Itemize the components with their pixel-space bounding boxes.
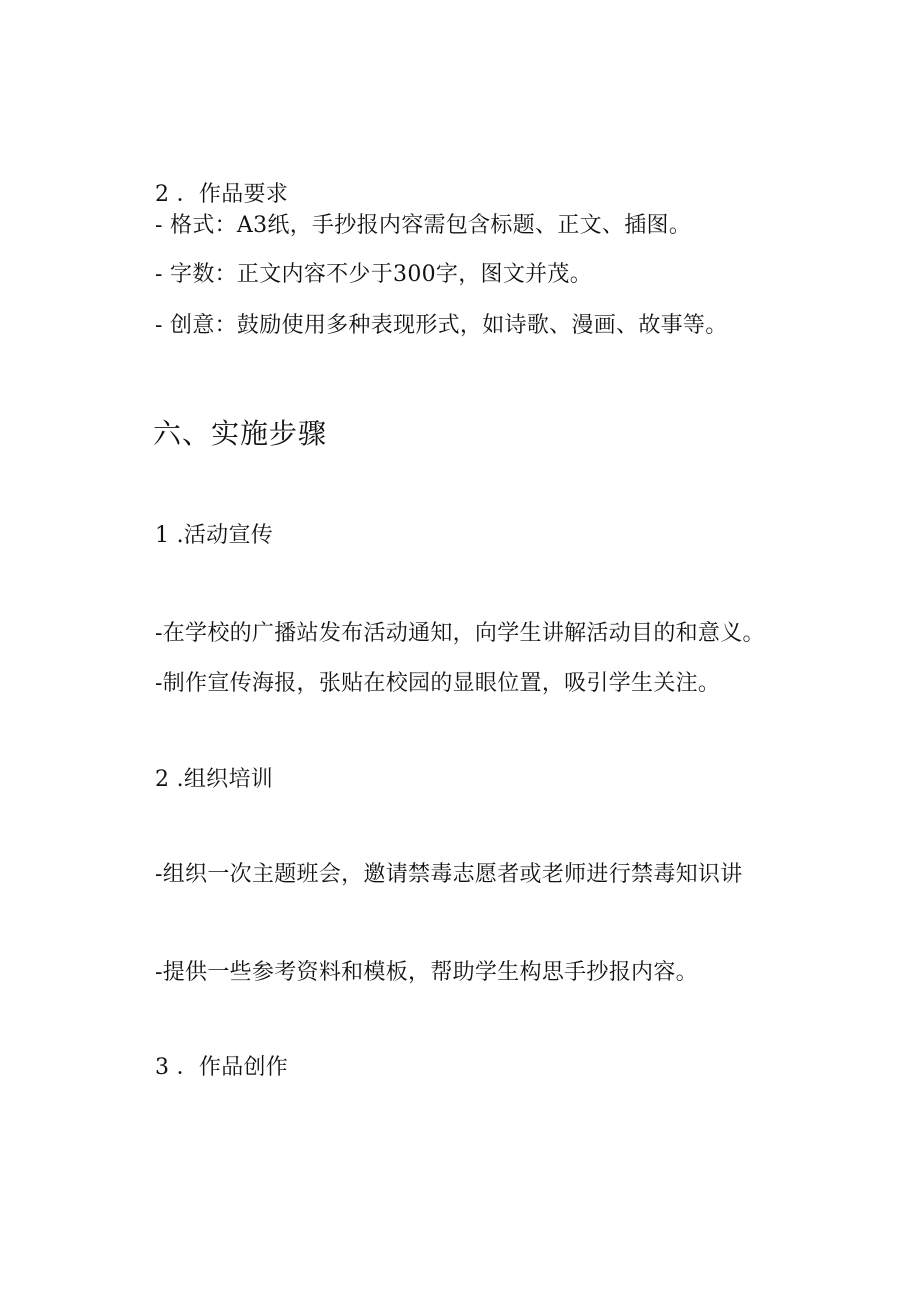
step1-title: 1 .活动宣传	[155, 523, 274, 548]
requirements-subtitle: 2 ．作品要求	[155, 182, 289, 207]
step1-item-broadcast: -在学校的广播站发布活动通知，向学生讲解活动目的和意义。	[155, 621, 765, 646]
step2-item-materials: -提供一些参考资料和模板，帮助学生构思手抄报内容。	[155, 960, 698, 985]
requirement-creativity: - 创意：鼓励使用多种表现形式，如诗歌、漫画、故事等。	[155, 313, 728, 338]
step3-title: 3 ．作品创作	[155, 1055, 289, 1080]
section-heading-steps: 六、实施步骤	[153, 417, 328, 450]
requirement-format: - 格式：A3纸，手抄报内容需包含标题、正文、插图。	[155, 213, 692, 238]
step2-item-class-meeting: -组织一次主题班会，邀请禁毒志愿者或老师进行禁毒知识讲	[155, 862, 743, 887]
step1-item-poster: -制作宣传海报，张贴在校园的显眼位置，吸引学生关注。	[155, 671, 721, 696]
step2-title: 2 .组织培训	[155, 767, 274, 792]
requirement-word-count: - 字数：正文内容不少于300字，图文并茂。	[155, 262, 593, 287]
